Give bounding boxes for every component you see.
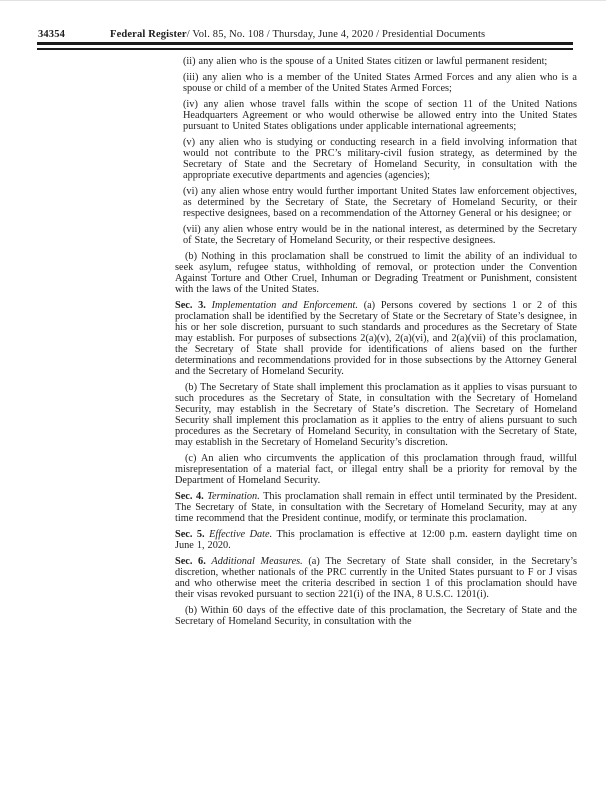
paragraph-sec3 <box>175 300 577 377</box>
sec6-text: (a) The Secretary of State shall consider, in the Secretary’s discretion, whether nationals of the PRC currently in the United States pursuant to F or J visas and who otherwise meet the criteria described in section 1 of this proclamation should have their visas revoked pursuant to section 221(i) of the INA, 8 U.S.C. 1201(i). <box>175 556 577 600</box>
paragraph-item-vii: (vii) any alien whose entry would be in the national interest, as determined by the Secretary of State, the Secretary of Homeland Security, or their respective designees. <box>183 224 577 246</box>
sec3-title: Implementation and Enforcement. <box>211 300 358 311</box>
sec4-label: Sec. 4. <box>175 491 204 502</box>
sec3-text: (a) Persons covered by sections 1 or 2 of this proclamation shall be identified by the Secretary of State or the Secretary of State’s designee, in his or her sole discretion, pursuant to such standards and procedures as the Secretary of State may establish. For purposes of subsections 2(a)(v), 2(a)(vi), and 2(a)(vii) of this proclamation, the Secretary of State shall provide for identifications of aliens based on the further determinations and recommendations provided for in those subsections by the Attorney General and the Secretary of Homeland Security. <box>175 300 578 377</box>
paragraph-item-ii: (ii) any alien who is the spouse of a United States citizen or lawful permanent resident; <box>183 56 548 67</box>
sec6-label: Sec. 6. <box>175 556 206 567</box>
sec5-text: This proclamation is effective at 12:00 p.m. eastern daylight time on June 1, 2020. <box>175 529 578 551</box>
header-double-rule <box>37 42 573 50</box>
paragraph-sec3-b: (b) The Secretary of State shall implement this proclamation as it applies to visas pursuant to such procedures as the Secretary of State, in consultation with the Secretary of Homeland Security, may establish in the Secretary of State’s discretion. The Secretary of Homeland Security shall implement this proclamation as it applies to the entry of aliens pursuant to such procedures as the Secretary of Homeland Security, in consultation with the Secretary of State, may establish in the Secretary of Homeland Security’s discretion. <box>175 382 577 448</box>
paragraph-sec6 <box>175 556 577 600</box>
paragraph-sec4 <box>175 491 577 524</box>
sec5-label: Sec. 5. <box>175 529 205 540</box>
sec3-label: Sec. 3. <box>175 300 206 311</box>
document-body <box>175 56 577 632</box>
paragraph-sec3-c: (c) An alien who circumvents the application of this proclamation through fraud, willful misrepresentation of a material fact, or illegal entry shall be a priority for removal by the Department of Homeland Security. <box>175 453 577 486</box>
page-header <box>38 28 578 41</box>
paragraph-item-v: (v) any alien who is studying or conducting research in a field involving information that would not contribute to the PRC’s military-civil fusion strategy, as determined by the Secretary of State and the Secretary of Homeland Security, in consultation with the appropriate executive departments and agencies (agencies); <box>183 137 577 181</box>
sec6-title: Additional Measures. <box>211 556 303 567</box>
running-head-citation: / Vol. 85, No. 108 / Thursday, June 4, 2020 / Presidential Documents <box>186 29 486 40</box>
paragraph-item-vi: (vi) any alien whose entry would further important United States law enforcement objectives, as determined by the Secretary of State, the Secretary of Homeland Security, or their respective designees, based on a recommendation of the Attorney General or his designee; or <box>183 186 577 219</box>
paragraph-item-iv: (iv) any alien whose travel falls within the scope of section 11 of the United Nations Headquarters Agreement or who would otherwise be allowed entry into the United States pursuant to United States obligations under applicable international agreements; <box>183 99 577 132</box>
running-head <box>110 28 485 41</box>
sec5-title: Effective Date. <box>209 529 273 540</box>
sec4-title: Termination. <box>207 491 260 502</box>
paragraph-sec2-b: (b) Nothing in this proclamation shall be construed to limit the ability of an individual to seek asylum, refugee status, withholding of removal, or protection under the Convention Against Torture and Other Cruel, Inhuman or Degrading Treatment or Punishment, consistent with the laws of the United States. <box>175 251 577 295</box>
paragraph-sec5 <box>175 529 577 551</box>
sec4-text: This proclamation shall remain in effect until terminated by the President. The Secretary of State, in consultation with the Secretary of Homeland Security, may at any time recommend that the President continue, modify, or terminate this proclamation. <box>175 491 577 524</box>
running-head-publication: Federal Register <box>110 29 187 40</box>
paragraph-sec6-b: (b) Within 60 days of the effective date of this proclamation, the Secretary of State and the Secretary of Homeland Security, in consultation with the <box>175 605 577 627</box>
page-number: 34354 <box>38 29 65 40</box>
paragraph-item-iii: (iii) any alien who is a member of the United States Armed Forces and any alien who is a spouse or child of a member of the United States Armed Forces; <box>183 72 577 94</box>
